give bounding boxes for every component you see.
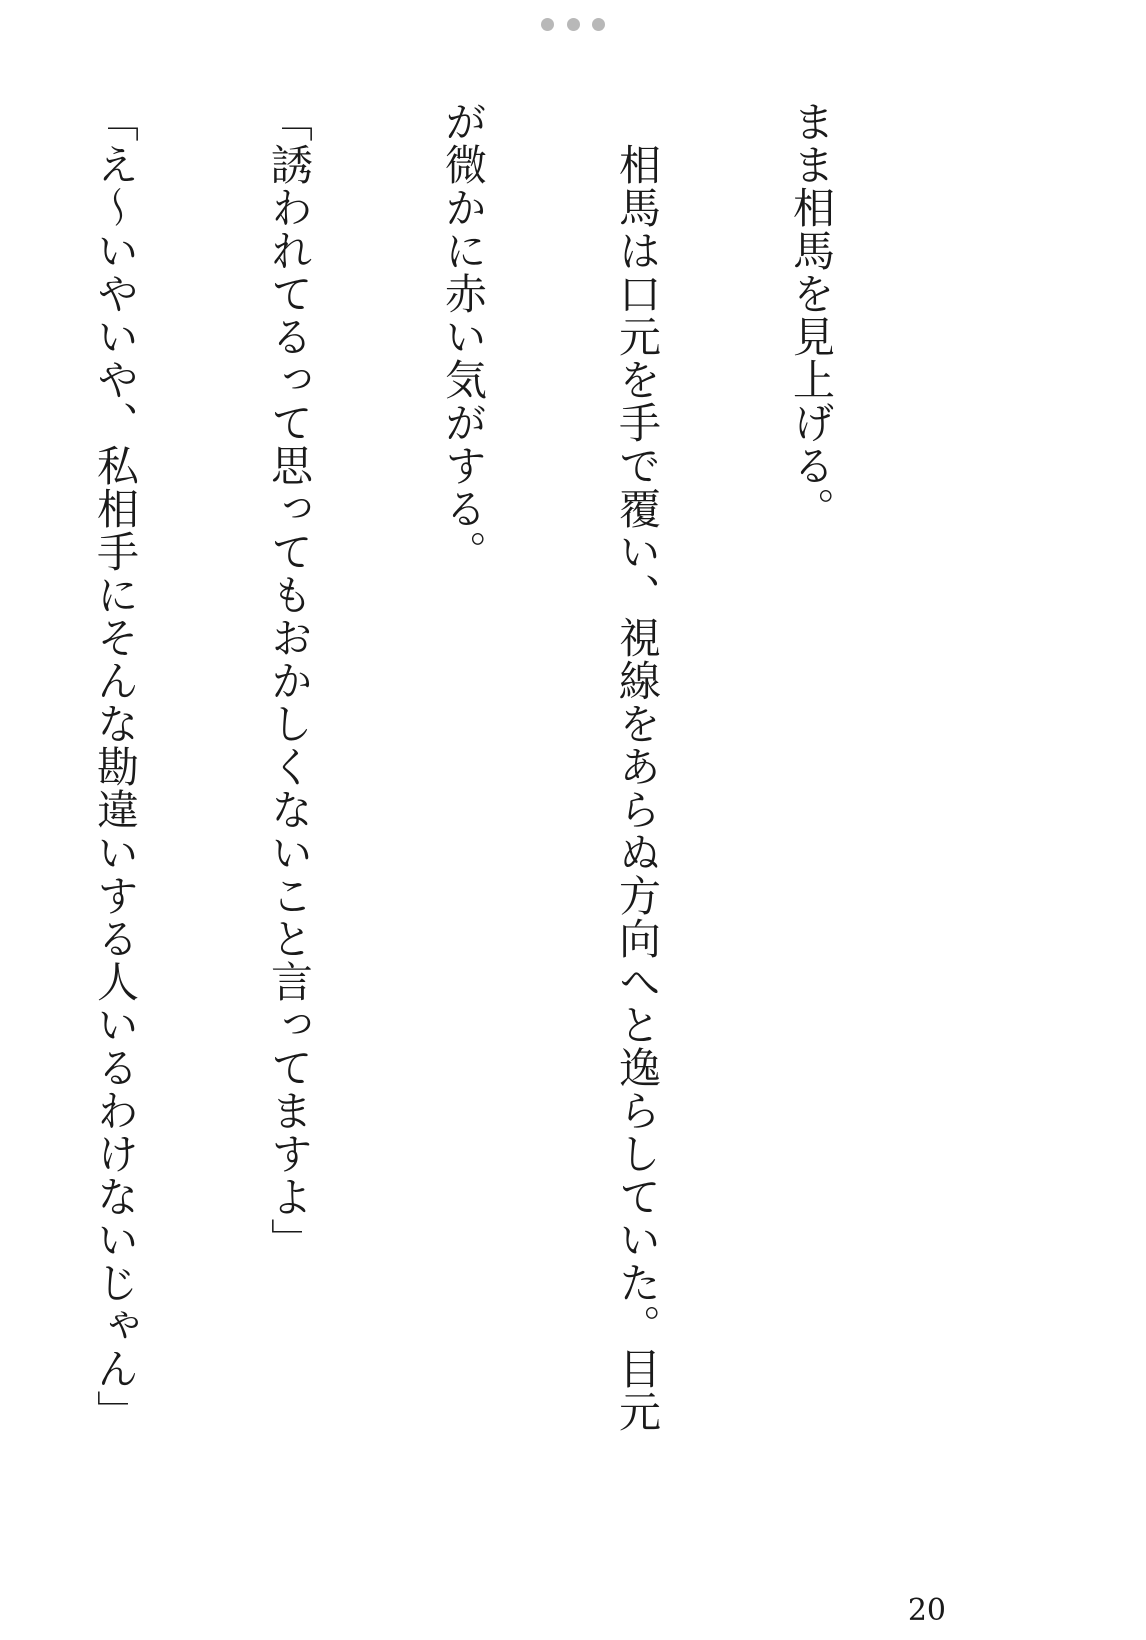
- menu-dot: [592, 18, 605, 31]
- text-line: まま相馬を見上げる。: [787, 100, 836, 530]
- reader-menu-ellipsis-icon[interactable]: [541, 16, 605, 32]
- menu-dot: [567, 18, 580, 31]
- text-line: 「誘われてるって思ってもおかしくないこと言ってますよ」: [265, 100, 314, 1261]
- page-number: 20: [907, 1593, 946, 1628]
- text-line: が微かに赤い気がする。: [439, 100, 488, 573]
- text-line: 相馬は口元を手で覆い、視線をあらぬ方向へと逸らしていた。目元: [613, 100, 662, 1433]
- page-body-text: [0, 100, 956, 1550]
- text-line: 「え～いやいや、私相手にそんな勘違いする人いるわけないじゃん」: [91, 100, 140, 1433]
- menu-dot: [541, 18, 554, 31]
